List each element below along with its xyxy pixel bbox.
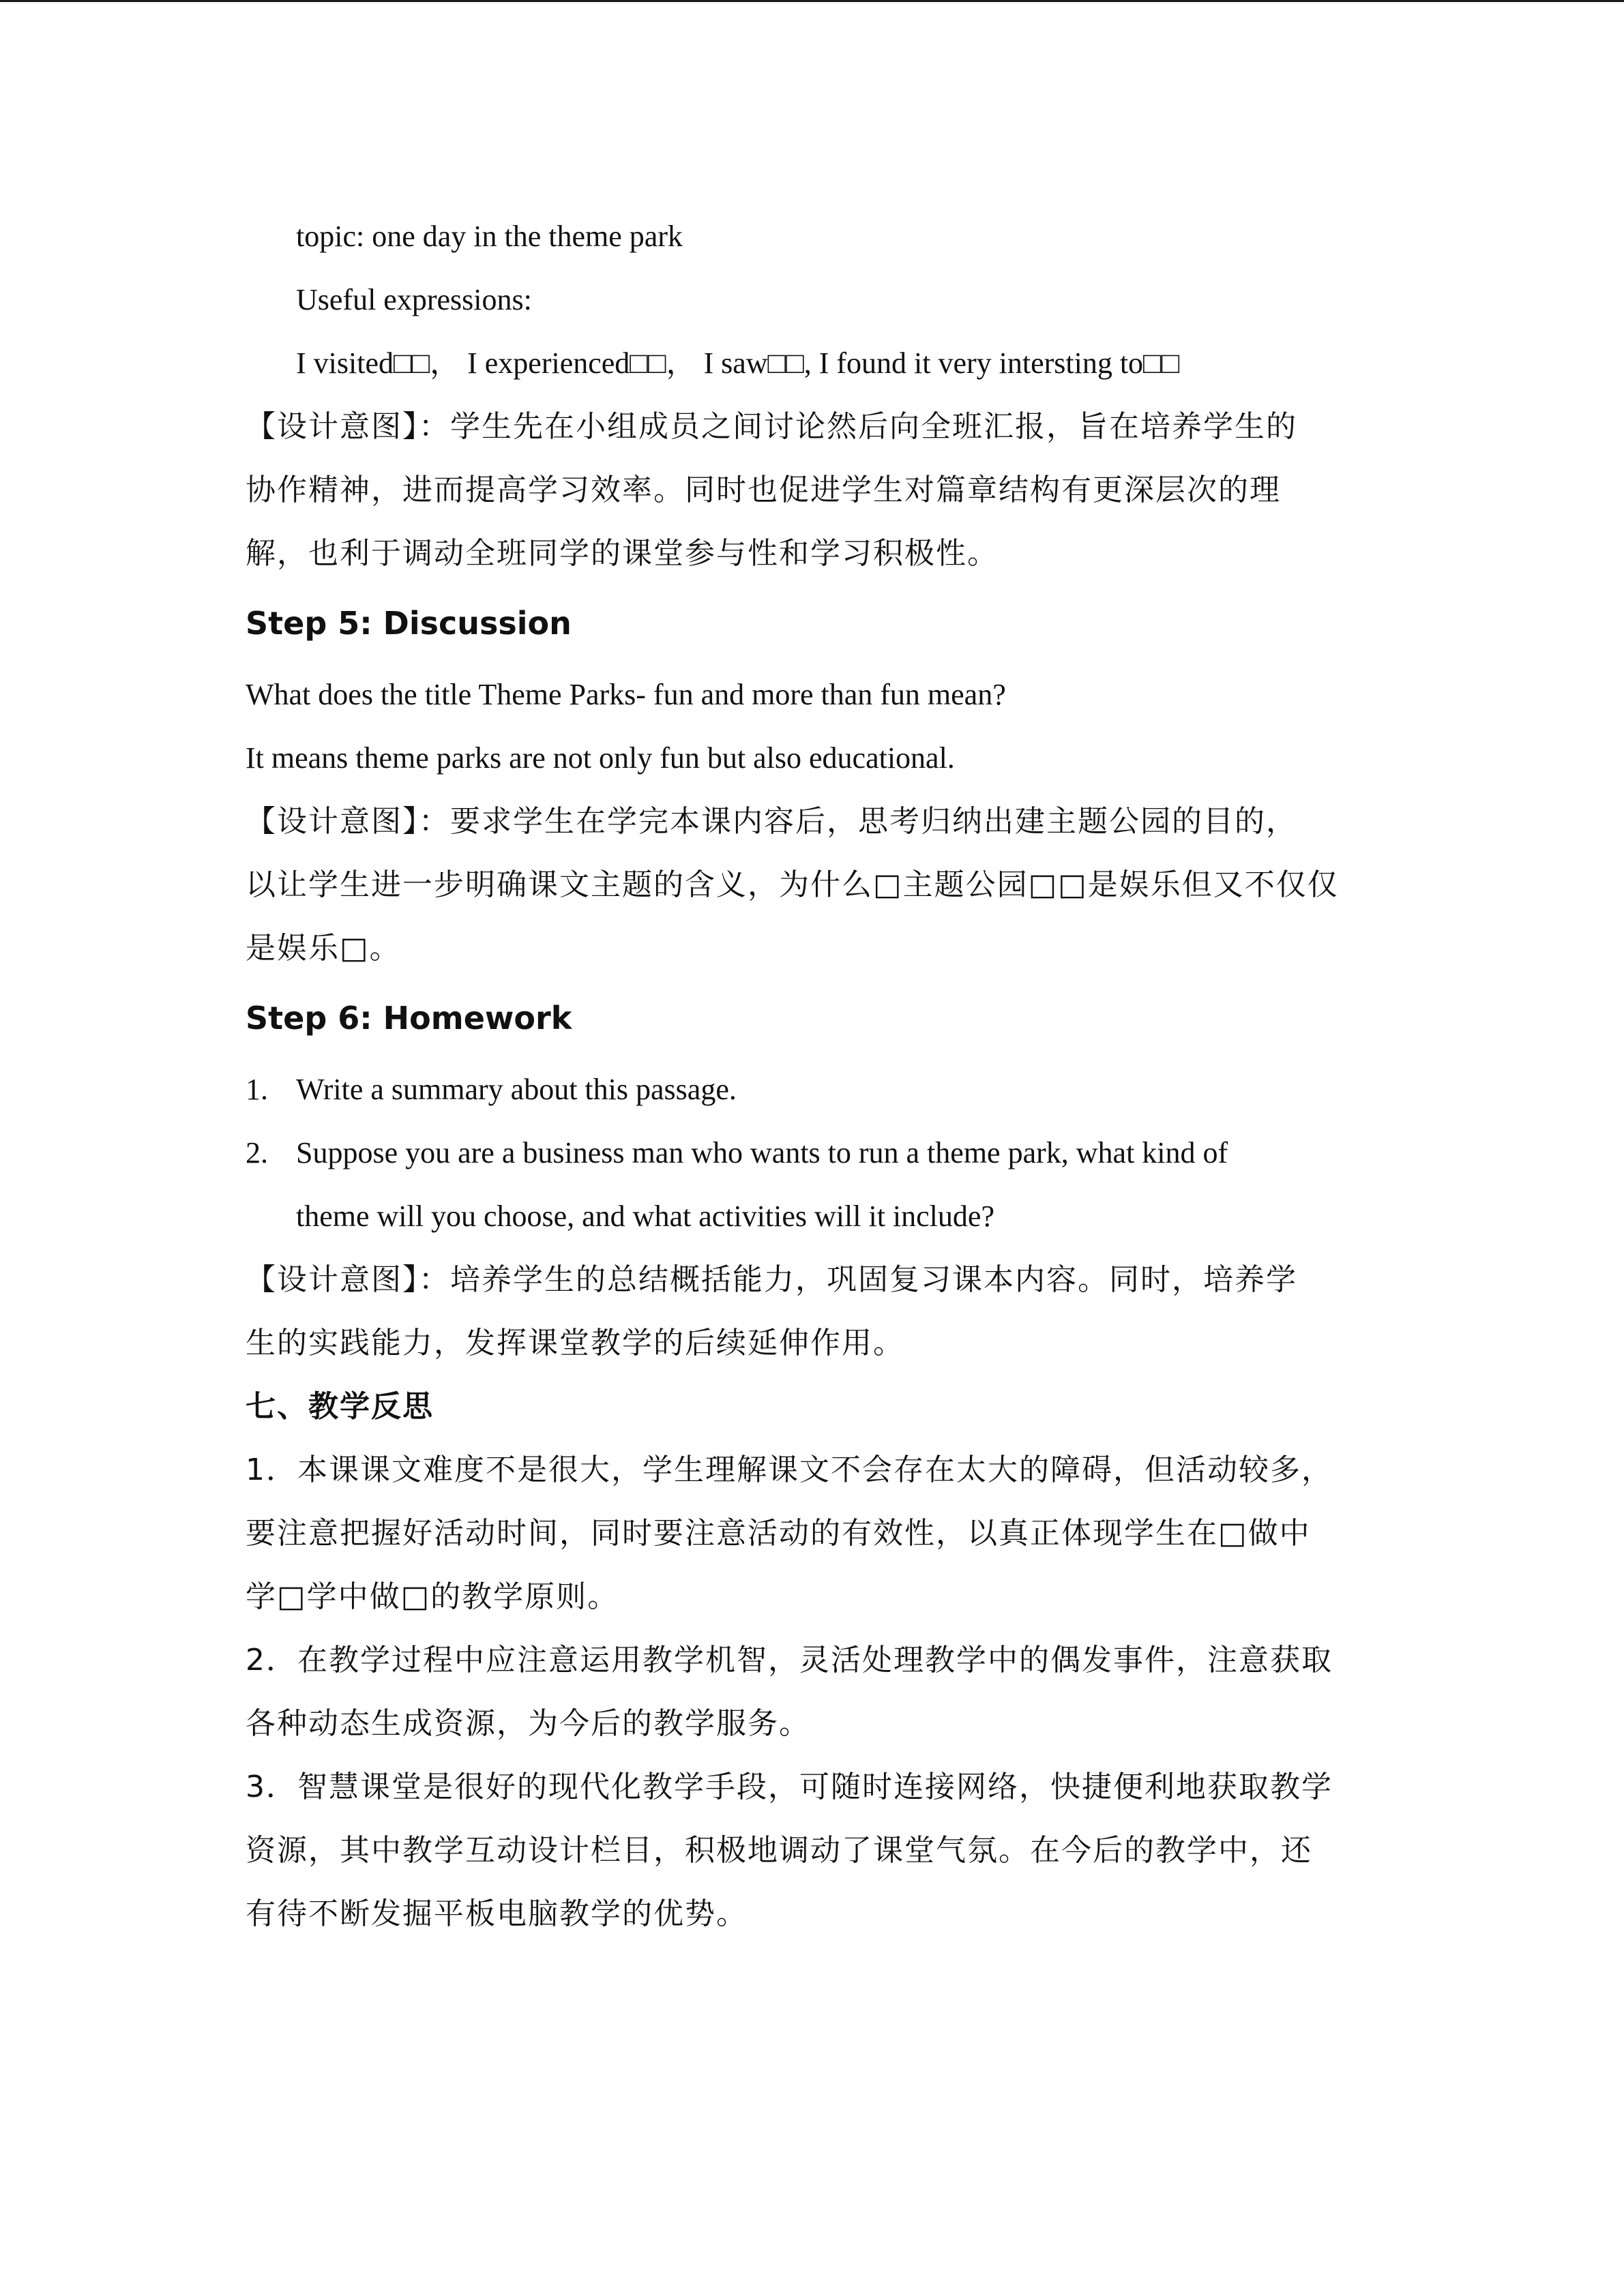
reflection-line: 3．智慧课堂是很好的现代化教学手段，可随时连接网络，快捷便利地获取教学 <box>246 1770 1333 1804</box>
step6-heading: Step 6: Homework <box>246 1000 572 1037</box>
reflection-line: 各种动态生成资源，为今后的教学服务。 <box>246 1706 810 1741</box>
step5-answer: It means theme parks are not only fun but also educational. <box>246 741 955 775</box>
design-intent-1-line: 解，也利于调动全班同学的课堂参与性和学习积极性。 <box>246 536 999 571</box>
reflection-heading: 七、教学反思 <box>246 1389 434 1424</box>
homework-item <box>246 1121 1378 1248</box>
reflection-point-2 <box>246 1628 1378 1755</box>
expressions-line: I visited□□， I experienced□□， I saw□□, I found it very intersting to□□ <box>296 346 1180 380</box>
step6-design-intent-line: 生的实践能力，发挥课堂教学的后续延伸作用。 <box>246 1326 904 1360</box>
reflection-line: 1．本课课文难度不是很大，学生理解课文不会存在太大的障碍，但活动较多， <box>246 1452 1333 1487</box>
document-page <box>246 205 1378 1945</box>
step5-design-intent-line: 是娱乐□。 <box>246 931 401 966</box>
reflection-line: 资源，其中教学互动设计栏目，积极地调动了课堂气氛。在今后的教学中，还 <box>246 1833 1312 1868</box>
step6-design-intent <box>246 1248 1378 1375</box>
reflection-point-3 <box>246 1755 1378 1945</box>
homework-item-text: Write a summary about this passage. <box>296 1073 737 1106</box>
reflection-line: 要注意把握好活动时间，同时要注意活动的有效性，以真正体现学生在□做中 <box>246 1516 1311 1551</box>
homework-item-number: 1. <box>246 1073 268 1106</box>
top-border <box>0 0 1624 2</box>
reflection-point-1 <box>246 1438 1378 1628</box>
step5-design-intent-line: 【设计意图】：要求学生在学完本课内容后，思考归纳出建主题公园的目的， <box>246 804 1297 839</box>
homework-item-number: 2. <box>246 1136 268 1169</box>
topic-line: topic: one day in the theme park <box>296 220 683 253</box>
step5-heading: Step 5: Discussion <box>246 605 572 642</box>
reflection-line: 有待不断发掘平板电脑教学的优势。 <box>246 1896 748 1931</box>
design-intent-1-line: 协作精神，进而提高学习效率。同时也促进学生对篇章结构有更深层次的理 <box>246 473 1281 507</box>
design-intent-1-line: 【设计意图】：学生先在小组成员之间讨论然后向全班汇报，旨在培养学生的 <box>246 409 1297 444</box>
step5-question: What does the title Theme Parks- fun and more than fun mean? <box>246 678 1006 711</box>
design-intent-1 <box>246 395 1378 585</box>
step5-design-intent <box>246 790 1378 980</box>
step5-design-intent-line: 以让学生进一步明确课文主题的含义，为什么□主题公园□□是娱乐但又不仅仅 <box>246 867 1339 902</box>
step6-design-intent-line: 【设计意图】：培养学生的总结概括能力，巩固复习课本内容。同时，培养学 <box>246 1262 1297 1297</box>
reflection-line: 2．在教学过程中应注意运用教学机智，灵活处理教学中的偶发事件，注意获取 <box>246 1643 1333 1678</box>
homework-item-text: theme will you choose, and what activities will it include? <box>296 1199 994 1233</box>
homework-item <box>246 1058 1378 1121</box>
homework-item-text: Suppose you are a business man who wants to run a theme park, what kind of <box>296 1136 1228 1169</box>
useful-expressions-label: Useful expressions: <box>296 283 532 316</box>
reflection-line: 学□学中做□的教学原则。 <box>246 1579 619 1614</box>
